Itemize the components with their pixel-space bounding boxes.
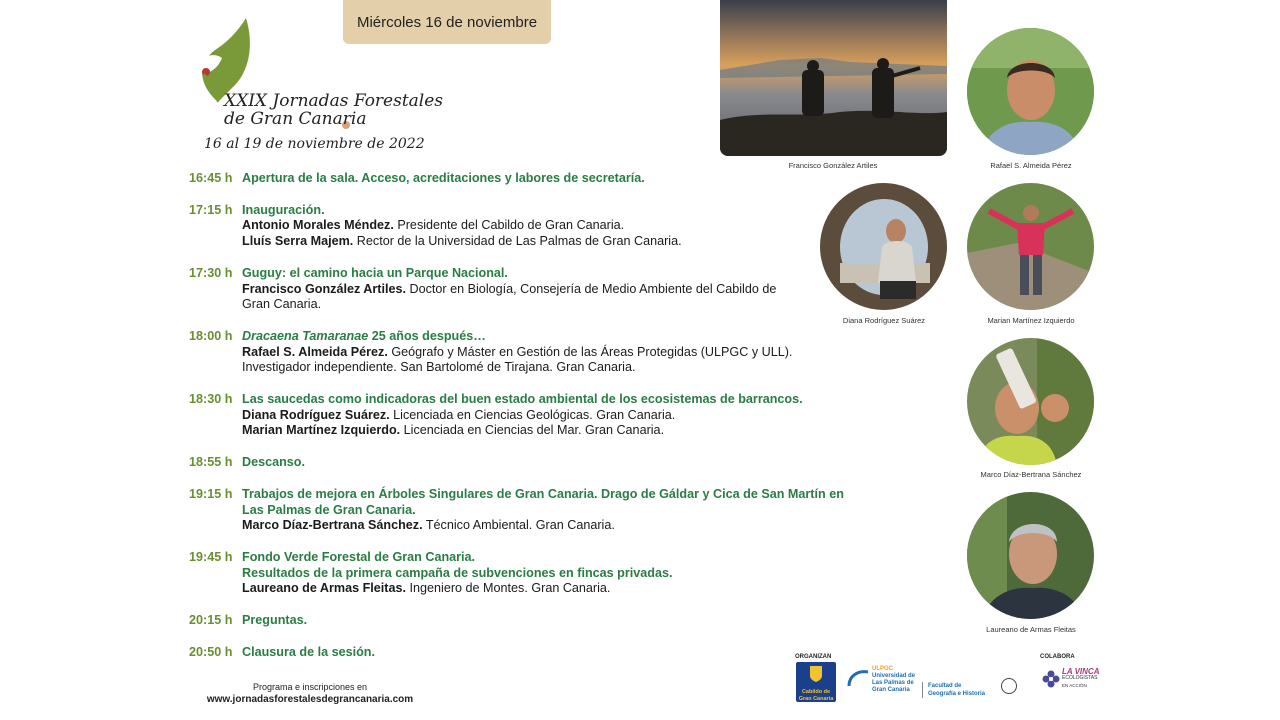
speaker-role: Rector de la Universidad de Las Palmas de Gran Canaria.	[353, 234, 682, 249]
photo-marco	[967, 338, 1094, 465]
speaker-name: Rafael S. Almeida Pérez.	[242, 344, 388, 359]
agenda-title: Clausura de la sesión.	[242, 644, 375, 659]
logo-title-line1: XXIX Jornadas Forestales	[224, 91, 444, 111]
portrait-icon	[967, 492, 1094, 619]
flower-icon	[1042, 670, 1060, 688]
speaker-role: Técnico Ambiental. Gran Canaria.	[422, 518, 615, 533]
agenda-time: 19:15 h	[189, 486, 233, 501]
colabora-label: COLABORA	[1040, 654, 1075, 660]
agenda-title: Descanso.	[242, 455, 305, 470]
caption-francisco: Francisco González Artiles	[788, 161, 878, 170]
agenda-item	[189, 329, 869, 376]
cabildo-logo	[796, 662, 836, 702]
portrait-icon	[967, 28, 1094, 155]
agenda-title: Inauguración.	[242, 202, 325, 217]
agenda-item	[189, 171, 869, 187]
speaker-line	[242, 581, 869, 597]
photo-diana	[820, 183, 947, 310]
agenda-title: Fondo Verde Forestal de Gran Canaria.	[242, 549, 476, 564]
speaker-line	[242, 234, 869, 250]
agenda-title	[242, 329, 832, 345]
speaker-name: Marco Díaz-Bertrana Sánchez.	[242, 518, 423, 533]
agenda-time: 20:50 h	[189, 644, 233, 659]
ulpgc-line3: Gran Canaria	[872, 687, 910, 693]
landscape-photo-icon	[720, 0, 947, 156]
ulpgc-logo	[846, 666, 926, 700]
agenda-title: Apertura de la sala. Acceso, acreditaciones y labores de secretaría.	[242, 171, 645, 185]
agenda-time: 18:55 h	[189, 455, 233, 470]
portrait-icon	[820, 183, 947, 310]
caption-marco: Marco Díaz-Bertrana Sánchez	[980, 470, 1082, 479]
photo-rafael	[967, 28, 1094, 155]
agenda-item	[189, 613, 869, 629]
facultad-line1: Facultad de	[928, 683, 962, 689]
speaker-name: Marian Martínez Izquierdo.	[242, 423, 401, 438]
speaker-name: Diana Rodríguez Suárez.	[242, 407, 390, 422]
speaker-line	[242, 518, 862, 534]
agenda-title-rest: 25 años después…	[368, 328, 486, 343]
ulpgc-tag: ULPGC	[872, 666, 893, 672]
organizan-label: ORGANIZAN	[795, 654, 832, 660]
agenda-item	[189, 266, 869, 313]
agenda-title: Las saucedas como indicadoras del buen estado ambiental de los ecosistemas de barrancos.	[242, 392, 803, 407]
speaker-name: Laureano de Armas Fleitas.	[242, 581, 407, 596]
footer-program	[190, 682, 430, 705]
agenda-time: 20:15 h	[189, 613, 233, 628]
speaker-name: Antonio Morales Méndez.	[242, 218, 394, 233]
speaker-role: Licenciada en Ciencias Geológicas. Gran Canaria.	[389, 407, 676, 422]
photo-laureano	[967, 492, 1094, 619]
cabildo-line1: Cabildo de	[801, 689, 831, 695]
program-url[interactable]: www.jornadasforestalesdegrancanaria.com	[206, 694, 414, 705]
speaker-role: Doctor en Biología, Consejería de Medio Ambiente del Cabildo de Gran Canaria.	[242, 281, 777, 312]
agenda-title: Trabajos de mejora en Árboles Singulares de Gran Canaria. Drago de Gáldar y Cica de San Martín en Las Palmas de Gran Canaria.	[242, 486, 844, 517]
speaker-role: Presidente del Cabildo de Gran Canaria.	[393, 218, 625, 233]
agenda-item	[189, 550, 869, 597]
agenda-item	[189, 645, 869, 661]
portrait-icon	[967, 183, 1094, 310]
ulpgc-arc-icon	[846, 668, 870, 692]
caption-laureano: Laureano de Armas Fleitas	[986, 625, 1076, 634]
globe-icon	[1001, 678, 1017, 694]
speaker-line	[242, 282, 802, 313]
logo-title-line2: de Gran Canaria	[224, 109, 367, 129]
portrait-icon	[967, 338, 1094, 465]
vinca-line2: ECOLOGISTAS	[1062, 675, 1098, 681]
speaker-role: Licenciada en Ciencias del Mar. Gran Canaria.	[400, 423, 665, 438]
agenda-time: 18:00 h	[189, 328, 233, 343]
agenda-item	[189, 487, 869, 534]
agenda-item	[189, 455, 869, 471]
facultad-logo	[922, 682, 985, 698]
speaker-name: Francisco González Artiles.	[242, 281, 407, 296]
speaker-line	[242, 408, 869, 424]
agenda-title: Guguy: el camino hacia un Parque Nacional.	[242, 265, 508, 280]
ulpgc-line2: Las Palmas de	[872, 680, 914, 686]
event-logo	[188, 14, 444, 159]
vinca-line3: EN ACCIÓN	[1062, 683, 1087, 688]
agenda-title: Preguntas.	[242, 613, 308, 628]
speaker-line	[242, 345, 832, 376]
speaker-role: Ingeniero de Montes. Gran Canaria.	[406, 581, 611, 596]
photo-marian	[967, 183, 1094, 310]
agenda-title-italic: Dracaena Tamaranae	[242, 328, 369, 343]
caption-marian: Marian Martínez Izquierdo	[987, 316, 1075, 325]
photo-francisco	[720, 0, 947, 156]
speaker-line	[242, 218, 869, 234]
cabildo-line2: Gran Canaria	[798, 696, 834, 702]
logo-dates: 16 al 19 de noviembre de 2022	[204, 136, 425, 152]
program-label: Programa e inscripciones en	[252, 682, 368, 692]
agenda-time: 17:30 h	[189, 265, 233, 280]
facultad-line2: Geografía e Historia	[928, 691, 986, 697]
agenda-time: 17:15 h	[189, 202, 233, 217]
speaker-name: Lluís Serra Majem.	[242, 234, 354, 249]
crest-icon	[796, 662, 836, 684]
vinca-logo	[1040, 666, 1110, 696]
ulpgc-line1: Universidad de	[872, 673, 916, 679]
agenda-subtitle: Resultados de la primera campaña de subvenciones en fincas privadas.	[242, 565, 673, 580]
agenda-time: 19:45 h	[189, 549, 233, 564]
agenda-time: 18:30 h	[189, 392, 233, 407]
caption-diana: Diana Rodríguez Suárez	[842, 316, 926, 325]
agenda-item	[189, 392, 869, 439]
agenda-item	[189, 203, 869, 250]
speaker-line	[242, 423, 869, 439]
vinca-line1: LA VINCA	[1062, 667, 1100, 676]
logo-title	[224, 92, 443, 128]
speaker-role: Geógrafo y Máster en Gestión de las Áreas Protegidas (ULPGC y ULL). Investigador independiente. San Bartolomé de Tirajana. Gran Canaria.	[242, 344, 793, 375]
agenda-time: 16:45 h	[189, 171, 233, 185]
date-label: Miércoles 16 de noviembre	[356, 13, 538, 31]
caption-rafael: Rafael S. Almeida Pérez	[990, 161, 1072, 170]
agenda-list	[189, 171, 869, 660]
